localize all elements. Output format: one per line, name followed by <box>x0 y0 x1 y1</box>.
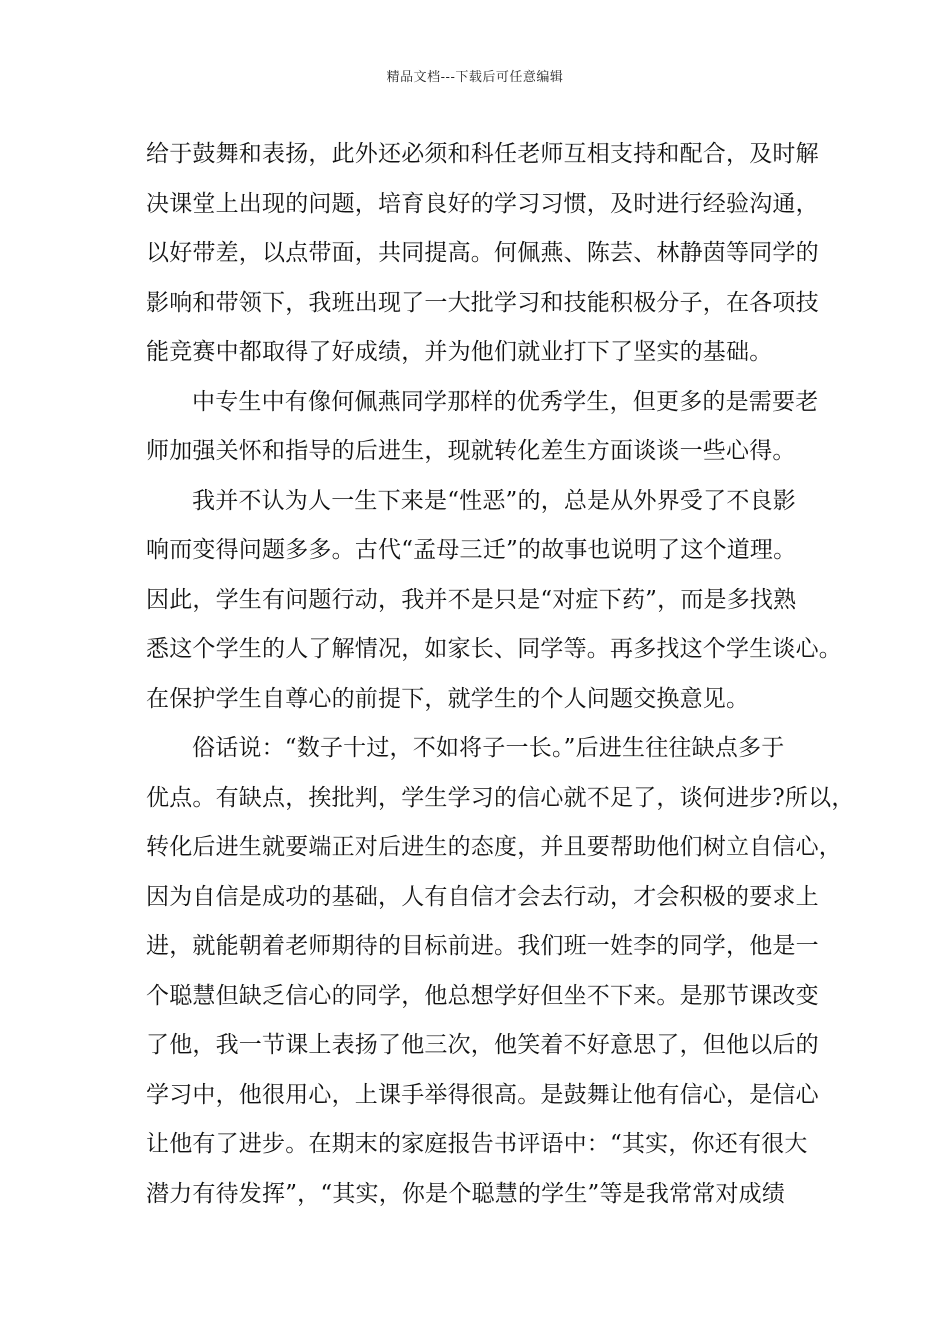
page-header: 精品文档---下载后可任意编辑 <box>386 70 564 85</box>
paragraph-4-line-6: 个聪慧但缺乏信心的同学，他总想学好但坐不下来。是那节课改变 <box>146 982 819 1009</box>
paragraph-3-line-5: 在保护学生自尊心的前提下，就学生的个人问题交换意见。 <box>146 685 750 712</box>
paragraph-1-line-2: 决课堂上出现的问题，培育良好的学习习惯，及时进行经验沟通， <box>146 190 819 217</box>
document-body <box>146 130 855 1219</box>
paragraph-4-line-9: 让他有了进步。在期末的家庭报告书评语中：“其实，你还有很大 <box>146 1131 808 1157</box>
paragraph-3-line-3: 因此，学生有问题行动，我并不是只是“对症下药”，而是多找熟 <box>146 586 797 613</box>
paragraph-3-line-1: 我并不认为人一生下来是“性恶”的，总是从外界受了不良影 <box>192 487 796 514</box>
paragraph-1-line-1: 给于鼓舞和表扬，此外还必须和科任老师互相支持和配合，及时解 <box>146 141 819 167</box>
paragraph-4-line-5: 进，就能朝着老师期待的目标前进。我们班一姓李的同学，他是一 <box>146 933 819 959</box>
paragraph-4-line-4: 因为自信是成功的基础，人有自信才会去行动，才会积极的要求上 <box>146 883 819 910</box>
paragraph-2-line-1: 中专生中有像何佩燕同学那样的优秀学生，但更多的是需要老 <box>192 388 819 415</box>
paragraph-3-line-4: 悉这个学生的人了解情况，如家长、同学等。再多找这个学生谈心。 <box>146 636 842 662</box>
paragraph-1-line-5: 能竞赛中都取得了好成绩，并为他们就业打下了坚实的基础。 <box>146 339 773 365</box>
paragraph-4-line-1: 俗话说：“数子十过，不如将子一长。”后进生往往缺点多于 <box>192 735 785 761</box>
paragraph-4-line-8: 学习中，他很用心，上课手举得很高。是鼓舞让他有信心，是信心 <box>146 1081 819 1108</box>
paragraph-4-line-7: 了他，我一节课上表扬了他三次，他笑着不好意思了，但他以后的 <box>146 1032 819 1058</box>
paragraph-2-line-2: 师加强关怀和指导的后进生，现就转化差生方面谈谈一些心得。 <box>146 438 796 464</box>
paragraph-1-line-3: 以好带差，以点带面，共同提高。何佩燕、陈芸、林静茵等同学的 <box>146 240 819 266</box>
paragraph-1-line-4: 影响和带领下，我班出现了一大批学习和技能积极分子，在各项技 <box>146 289 819 316</box>
paragraph-4-line-3: 转化后进生就要端正对后进生的态度，并且要帮助他们树立自信心， <box>146 834 842 860</box>
paragraph-3-line-2: 响而变得问题多多。古代“孟母三迁”的故事也说明了这个道理。 <box>146 537 797 563</box>
paragraph-4-line-10: 潜力有待发挥”，“其实，你是个聪慧的学生”等是我常常对成绩 <box>146 1180 786 1207</box>
paragraph-4-line-2: 优点。有缺点，挨批判，学生学习的信心就不足了，谈何进步?所以， <box>146 784 855 811</box>
